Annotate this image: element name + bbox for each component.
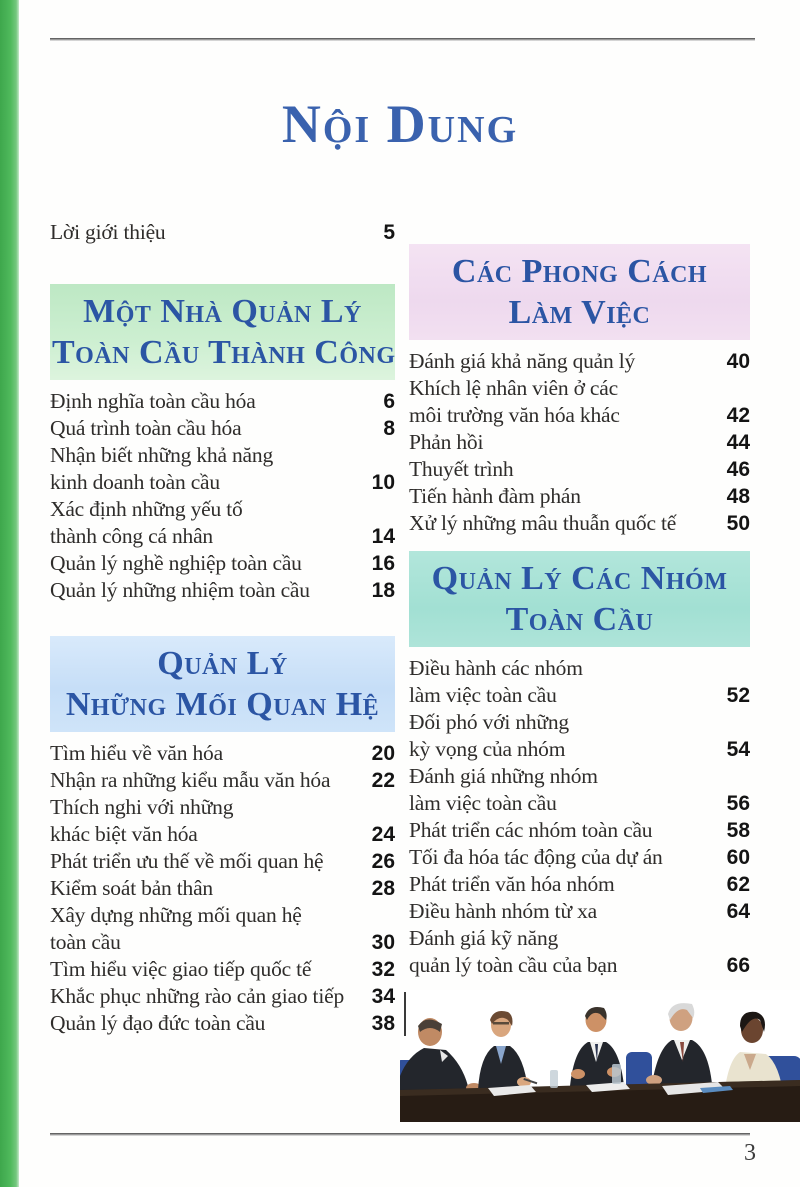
page-edge-stripe [0, 0, 19, 1187]
toc-entry-title: Nhận biết những khả năng kinh doanh toàn cầu [50, 442, 273, 494]
section-header-line: Một Nhà Quản Lý [83, 292, 362, 330]
toc-entry-title: Tìm hiểu việc giao tiếp quốc tế [50, 956, 312, 981]
toc-entry-title: Xử lý những mâu thuẫn quốc tế [409, 510, 677, 535]
toc-entry [409, 709, 750, 763]
toc-entry-page-number: 26 [371, 849, 395, 873]
toc-entry-page-number: 62 [726, 872, 750, 896]
section-header-line: Quản Lý [157, 644, 288, 682]
toc-entry-page-number: 5 [383, 220, 395, 244]
toc-entry-title: Quản lý đạo đức toàn cầu [50, 1010, 266, 1035]
toc-entry-page-number: 32 [371, 957, 395, 981]
toc-entry [50, 875, 395, 902]
toc-entry-title: Xây dựng những mối quan hệ toàn cầu [50, 902, 302, 954]
toc-entry-page-number: 8 [383, 416, 395, 440]
toc-entry-title: Quản lý nghề nghiệp toàn cầu [50, 550, 302, 575]
toc-entry [50, 415, 395, 442]
toc-entry [50, 983, 395, 1010]
toc-entry [409, 456, 750, 483]
toc-entry-title: Phát triển ưu thế về mối quan hệ [50, 848, 324, 873]
section-header-line: Những Mối Quan Hệ [65, 685, 380, 723]
toc-entry [50, 1010, 395, 1037]
toc-entry [409, 898, 750, 925]
toc-entry-title: Đối phó với những kỳ vọng của nhóm [409, 709, 569, 761]
toc-entry-page-number: 50 [726, 511, 750, 535]
toc-entry [50, 550, 395, 577]
toc-entry-title: Định nghĩa toàn cầu hóa [50, 388, 256, 413]
toc-entry [409, 925, 750, 979]
toc-entry [50, 767, 395, 794]
page-number: 3 [744, 1140, 756, 1166]
toc-entry [409, 348, 750, 375]
section-header [409, 244, 750, 340]
toc-entry [409, 655, 750, 709]
toc-entry-title: Phát triển các nhóm toàn cầu [409, 817, 653, 842]
toc-entry-page-number: 22 [371, 768, 395, 792]
section-header [50, 284, 395, 380]
toc-entry-page-number: 24 [371, 822, 395, 846]
section-header-line: Làm Việc [508, 293, 651, 331]
toc-entry-title: Khắc phục những rào cản giao tiếp [50, 983, 345, 1008]
toc-entry-page-number: 48 [726, 484, 750, 508]
toc-entry-page-number: 20 [371, 741, 395, 765]
toc-entry-title: Tối đa hóa tác động của dự án [409, 844, 663, 869]
toc-entry [50, 388, 395, 415]
toc-entry-title: Điều hành các nhóm làm việc toàn cầu [409, 655, 583, 707]
toc-entry [50, 794, 395, 848]
toc-entry [50, 902, 395, 956]
toc-entry [50, 956, 395, 983]
toc-entry-page-number: 54 [726, 737, 750, 761]
toc-entry-page-number: 64 [726, 899, 750, 923]
toc-entry-title: Đánh giá những nhóm làm việc toàn cầu [409, 763, 598, 815]
toc-entry-page-number: 66 [726, 953, 750, 977]
toc-entry-title: Điều hành nhóm từ xa [409, 898, 597, 923]
toc-entry [409, 871, 750, 898]
toc-entry-page-number: 58 [726, 818, 750, 842]
toc-entry-title: Phát triển văn hóa nhóm [409, 871, 615, 896]
toc-entry-page-number: 42 [726, 403, 750, 427]
toc-entry-title: Lời giới thiệu [50, 219, 166, 244]
section-header-line: Các Phong Cách [451, 252, 708, 290]
toc-entry-title: Đánh giá khả năng quản lý [409, 348, 636, 373]
toc-entry-title: Thuyết trình [409, 456, 514, 481]
toc-entry [409, 763, 750, 817]
section-header-line: Quản Lý Các Nhóm [431, 559, 728, 597]
section-header [409, 551, 750, 647]
toc-entry-page-number: 40 [726, 349, 750, 373]
toc-entry-page-number: 46 [726, 457, 750, 481]
toc-entry-page-number: 56 [726, 791, 750, 815]
toc-entry [50, 442, 395, 496]
toc-entry [409, 817, 750, 844]
toc-entry-title: Xác định những yếu tố thành công cá nhân [50, 496, 243, 548]
toc-entry-title: Khích lệ nhân viên ở các môi trường văn hóa khác [409, 375, 620, 427]
toc-entry [50, 740, 395, 767]
toc-entry-page-number: 6 [383, 389, 395, 413]
toc-entry-page-number: 30 [371, 930, 395, 954]
top-rule [50, 38, 755, 41]
toc-entry [50, 219, 395, 246]
toc-entry-page-number: 14 [371, 524, 395, 548]
page-title: Nội Dung [281, 94, 519, 154]
toc-entry-page-number: 28 [371, 876, 395, 900]
toc-entry-title: Quá trình toàn cầu hóa [50, 415, 242, 440]
toc-entry-page-number: 52 [726, 683, 750, 707]
toc-entry-title: Tiến hành đàm phán [409, 483, 581, 508]
section-header [50, 636, 395, 732]
toc-columns [50, 219, 750, 1037]
bottom-rule [50, 1133, 750, 1136]
toc-entry [50, 577, 395, 604]
section-header-line: Toàn Cầu Thành Công [52, 333, 396, 371]
toc-entry-page-number: 60 [726, 845, 750, 869]
toc-entry [409, 844, 750, 871]
toc-entry-title: Tìm hiểu về văn hóa [50, 740, 223, 765]
section-header-line: Toàn Cầu [505, 600, 654, 638]
toc-entry [50, 496, 395, 550]
toc-entry-title: Kiểm soát bản thân [50, 875, 213, 900]
toc-entry-title: Phản hồi [409, 429, 484, 454]
toc-entry-title: Đánh giá kỹ năng quản lý toàn cầu của bạn [409, 925, 618, 977]
toc-entry-page-number: 16 [371, 551, 395, 575]
toc-entry-page-number: 10 [371, 470, 395, 494]
toc-entry [50, 848, 395, 875]
toc-entry-page-number: 18 [371, 578, 395, 602]
toc-entry-title: Thích nghi với những khác biệt văn hóa [50, 794, 234, 846]
toc-column-right [409, 219, 750, 1037]
toc-entry-page-number: 38 [371, 1011, 395, 1035]
toc-entry-page-number: 34 [371, 984, 395, 1008]
toc-entry [409, 510, 750, 537]
toc-entry [409, 375, 750, 429]
toc-entry [409, 429, 750, 456]
toc-entry-title: Nhận ra những kiểu mẫu văn hóa [50, 767, 331, 792]
toc-column-left [50, 219, 395, 1037]
toc-entry [409, 483, 750, 510]
toc-entry-title: Quản lý những nhiệm toàn cầu [50, 577, 310, 602]
toc-entry-page-number: 44 [726, 430, 750, 454]
